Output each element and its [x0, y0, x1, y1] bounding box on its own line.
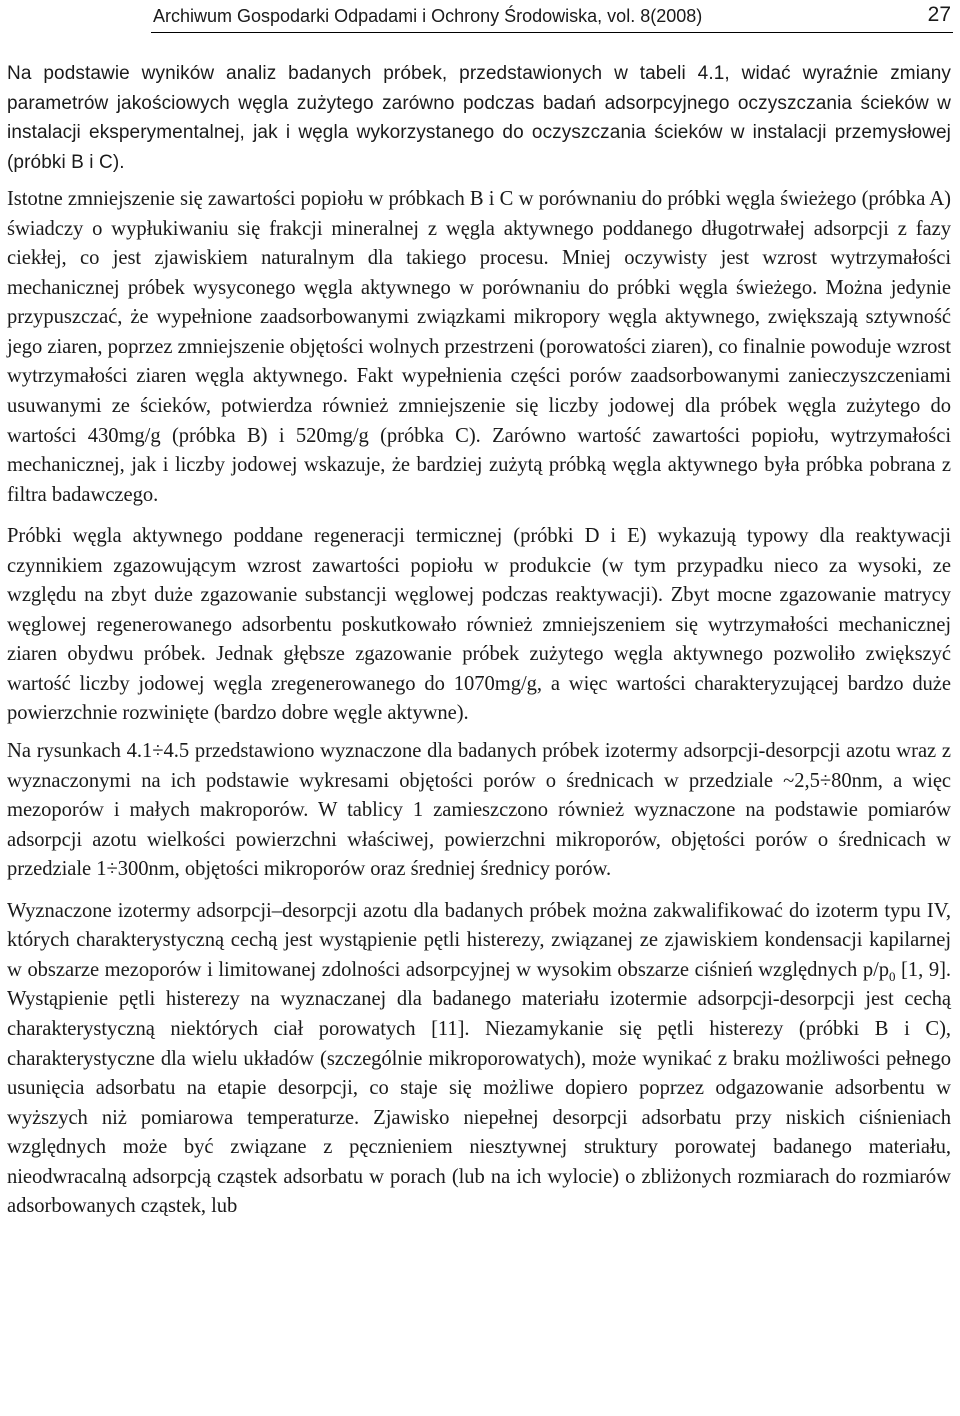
paragraph-1: Na podstawie wyników analiz badanych próbek, przedstawionych w tabeli 4.1, widać wyraźnie zmiany parametrów jakościowych węgla zużytego zarówno podczas badań adsorpcyjnego oczyszczania ścieków w instalacji eksperymentalnej, jak i węgla wykorzystanego do oczyszczania ścieków w instalacji przemysłowej (próbki B i C). — [7, 63, 951, 173]
body-text — [7, 59, 951, 1222]
page-number: 27 — [927, 3, 951, 26]
running-header — [151, 0, 953, 33]
paragraph-2: Istotne zmniejszenie się zawartości popiołu w próbkach B i C w porównaniu do próbki węgla świeżego (próbka A) świadczy o wypłukiwaniu się frakcji mineralnej z węgla aktywnego poddanego długotrwałej adsorpcji z fazy ciekłej, co jest zjawiskiem naturalnym dla takiego procesu. Mniej oczywisty jest wzrost wytrzymałości mechanicznej próbek wysyconego węgla aktywnego w porównaniu do próbki węgla świeżego. Można jedynie przypuszczać, że wypełnione zaadsorbowanymi związkami mikropory węgla aktywnego, zwiększają sztywność jego ziaren, poprzez zmniejszenie objętości wolnych przestrzeni (porowatości ziaren), co finalnie powoduje wzrost wytrzymałości ziaren węgla aktywnego. Fakt wypełnienia części porów zaadsorbowanymi zanieczyszczeniami usuwanymi ze ścieków, potwierdza również zmniejszenie się liczby jodowej dla próbek węgla zużytego do wartości 430mg/g (próbka B) i 520mg/g (próbka C). Zarówno wartość zawartości popiołu, wytrzymałości mechanicznej, jak i liczby jodowej wskazuje, że bardziej zużytą próbką węgla aktywnego była próbka pobrana z filtra badawczego. — [7, 188, 951, 506]
paragraph-5 — [7, 897, 951, 1222]
subscript-zero: 0 — [888, 968, 896, 984]
paragraph-5-text-b: [1, 9]. Wystąpienie pętli histerezy na wyznaczanej dla badanego materiału izotermie adsorpcji-desorpcji jest cechą charakterystyczną niektórych ciał porowatych [11]. Niezamykanie się pętli histerezy (próbki B i C), charakterystyczne dla wielu układów (szczególnie mikroporowatych), może wynikać z braku możliwości pełnego usunięcia adsorbatu na etapie desorpcji, co staje się możliwe dopiero poprzez odgazowanie adsorbentu w wyższych niż pomiarowa temperaturze. Zjawisko niepełnej desorpcji adsorbatu przy niskich ciśnieniach względnych może być związane z pęcznieniem niesztywnej struktury porowatej badanego materiału, nieodwracalną adsorpcją cząstek adsorbatu w porach (lub na ich wylocie) o zbliżonych rozmiarach do rozmiarów adsorbowanych cząstek, lub — [7, 958, 951, 1218]
paragraph-3: Próbki węgla aktywnego poddane regeneracji termicznej (próbki D i E) wykazują typowy dla reaktywacji czynnikiem zgazowującym wzrost zawartości popiołu w produkcie (w tym przypadku nieco za wysoki, ze względu na zbyt duże zgazowanie substancji węglowej podczas reaktywacji). Zbyt mocne zgazowanie matrycy węglowej regenerowanego adsorbentu poskutkowało również zmniejszeniem się wytrzymałości mechanicznej ziaren obydwu próbek. Jednak głębsze zgazowanie próbek zużytego węgla aktywnego pozwoliło zwiększyć wartość liczby jodowej węgla zregenerowanego do 1070mg/g, a więc wartości charakteryzującej bardzo duże powierzchnie rozwinięte (bardzo dobre węgle aktywne). — [7, 525, 951, 725]
paragraph-5-text-a: Wyznaczone izotermy adsorpcji–desorpcji azotu dla badanych próbek można zakwalifikować do izoterm typu IV, których charakterystyczną cechą jest wystąpienie pętli histerezy, związanej ze zjawiskiem kondensacji kapilarnej w obszarze mezoporów i limitowanej zdolności adsorpcyjnej w wysokim obszarze ciśnień względnych p/p — [7, 899, 951, 981]
journal-title: Archiwum Gospodarki Odpadami i Ochrony Środowiska, vol. 8(2008) — [153, 6, 703, 26]
paragraph-4: Na rysunkach 4.1÷4.5 przedstawiono wyznaczone dla badanych próbek izotermy adsorpcji-desorpcji azotu wraz z wyznaczonymi na ich podstawie wykresami objętości porów o średnicach w przedziale ~2,5÷80nm, a więc mezoporów i małych makroporów. W tablicy 1 zamieszczono również wyznaczone na podstawie pomiarów adsorpcji azotu wielkości powierzchni właściwej, powierzchni mikroporów, objętości porów o średnicach w przedziale 1÷300nm, objętości mikroporów oraz średniej średnicy porów. — [7, 740, 951, 881]
